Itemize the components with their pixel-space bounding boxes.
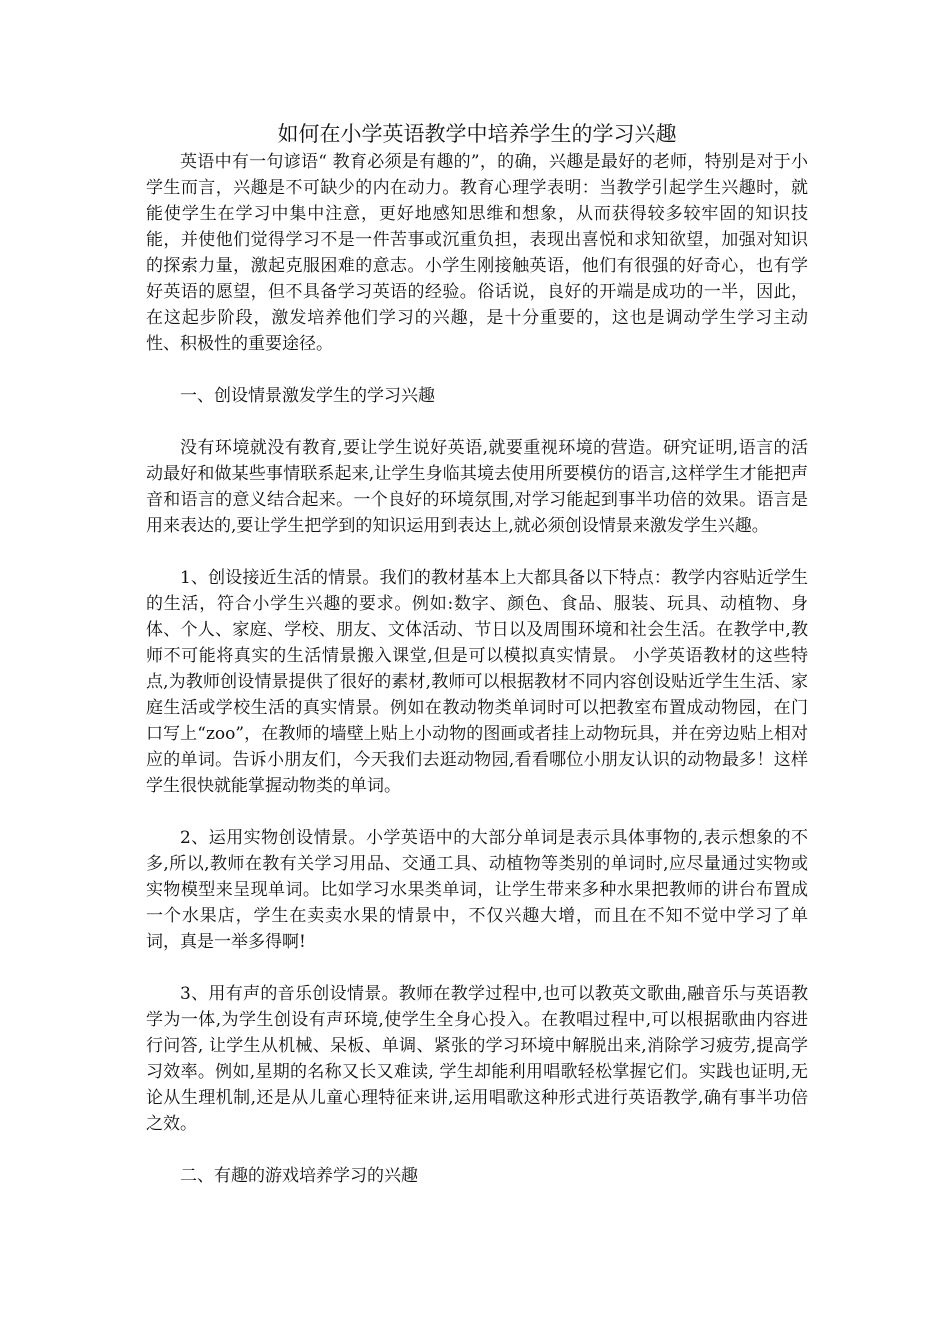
section-1-heading: 一、创设情景激发学生的学习兴趣 <box>180 386 435 406</box>
section-1-paragraph: 没有环境就没有教育,要让学生说好英语,就要重视环境的营造。研究证明,语言的活动最好和做某些事情联系起来,让学生身临其境去使用所要模仿的语言,这样学生才能把声音和语言的意义结合起来。一个良好的环境氛围,对学习能起到事半功倍的效果。语言是用来表达的,要让学生把学到的知识运用到表达上,就必须创设情景来激发学生兴趣。 <box>146 438 808 536</box>
section-1-item-3: 3、用有声的音乐创设情景。教师在教学过程中,也可以教英文歌曲,融音乐与英语教学为一体,为学生创设有声环境,使学生全身心投入。在教唱过程中,可以根据歌曲内容进行问答, 让学生从机械、呆板、单调、紧张的学习环境中解脱出来,消除学习疲劳,提高学习效率。例如,星期的名称又长又难读, 学生却能利用唱歌轻松掌握它们。实践也证明,无论从生理机制,还是从儿童心理特征来讲,运用唱歌这种形式进行英语教学,确有事半功倍之效。 <box>146 984 808 1134</box>
section-2-heading: 二、有趣的游戏培养学习的兴趣 <box>180 1166 418 1186</box>
intro-paragraph: 英语中有一句谚语“ 教育必须是有趣的”，的确，兴趣是最好的老师，特别是对于小学生而言，兴趣是不可缺少的内在动力。教育心理学表明：当教学引起学生兴趣时，就能使学生在学习中集中注意，更好地感知思维和想象，从而获得较多较牢固的知识技能，并使他们觉得学习不是一件苦事或沉重负担，表现出喜悦和求知欲望，加强对知识的探索力量，激起克服困难的意志。小学生刚接触英语，他们有很强的好奇心，也有学好英语的愿望，但不具备学习英语的经验。俗话说，良好的开端是成功的一半，因此，在这起步阶段，激发培养他们学习的兴趣，是十分重要的，这也是调动学生学习主动性、积极性的重要途径。 <box>146 152 808 354</box>
document-title: 如何在小学英语教学中培养学生的学习兴趣 <box>277 122 677 146</box>
section-1-item-2: 2、运用实物创设情景。小学英语中的大部分单词是表示具体事物的,表示想象的不多,所以,教师在教有关学习用品、交通工具、动植物等类别的单词时,应尽量通过实物或实物模型来呈现单词。比如学习水果类单词，让学生带来多种水果把教师的讲台布置成一个水果店，学生在卖卖水果的情景中，不仅兴趣大增，而且在不知不觉中学习了单词，真是一举多得啊! <box>146 828 808 952</box>
document-page <box>146 119 808 1189</box>
section-1-item-1: 1、创设接近生活的情景。我们的教材基本上大都具备以下特点：教学内容贴近学生的生活，符合小学生兴趣的要求。例如:数字、颜色、食品、服装、玩具、动植物、身体、个人、家庭、学校、朋友、文体活动、节日以及周围环境和社会生活。在教学中,教师不可能将真实的生活情景搬入课堂,但是可以模拟真实情景。 小学英语教材的这些特点,为教师创设情景提供了很好的素材,教师可以根据教材不同内容创设贴近学生生活、家庭生活或学校生活的真实情景。例如在教动物类单词时可以把教室布置成动物园，在门口写上“zoo”，在教师的墙壁上贴上小动物的图画或者挂上动物玩具，并在旁边贴上相对应的单词。告诉小朋友们，今天我们去逛动物园,看看哪位小朋友认识的动物最多！这样学生很快就能掌握动物类的单词。 <box>146 568 808 796</box>
